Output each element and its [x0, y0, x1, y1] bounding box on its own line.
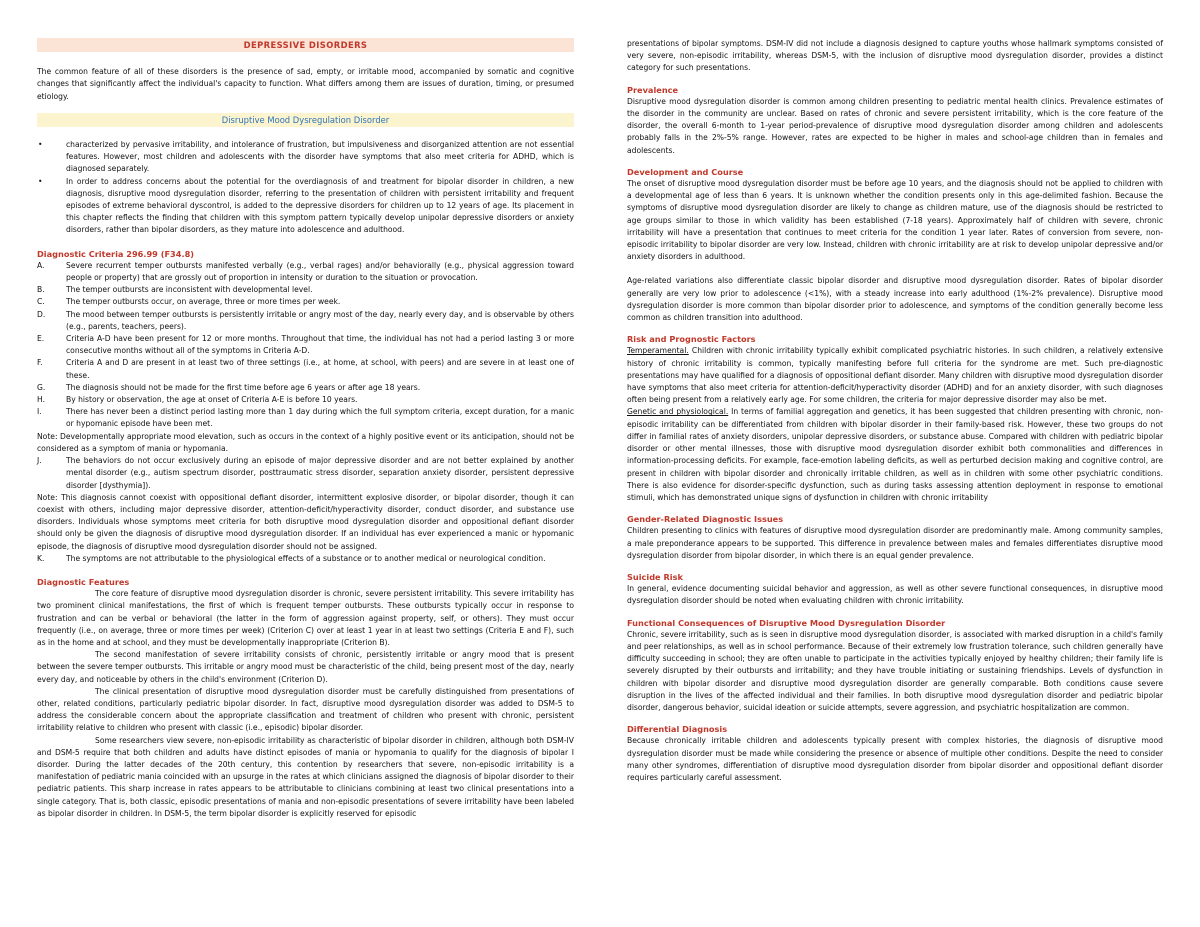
- criteria-heading: Diagnostic Criteria 296.99 (F34.8): [37, 248, 195, 259]
- criterion-item: [37, 260, 574, 284]
- criterion-letter: D.: [37, 309, 46, 319]
- suicide-paragraph: In general, evidence documenting suicidal behavior and aggression, as well as other severe functional consequences, in disruptive mood dysregulation disorder should be noted when evaluating children with chronic irritability.: [627, 584, 1163, 606]
- features-paragraph: The core feature of disruptive mood dysregulation disorder is chronic, severe persistent irritability. This severe irritability has two prominent clinical manifestations, the first of which is frequent temper outbursts. These outbursts typically occur in response to frustration and can be verbal or behavioral (the latter in the form of aggression against property, self, or others). They must occur frequently (i.e., on average, three or more times per week) (Criterion C) over at least 1 year in at least two settings (Criteria E and F), such as in the home and at school, and they must be developmentally inappropriate (Criterion B).: [37, 589, 574, 647]
- features-paragraph: The second manifestation of severe irritability consists of chronic, persistently irritable or angry mood that is present between the severe temper outbursts. This irritable or angry mood must be characteristic of the child, being present most of the day, nearly every day, and noticeable by others in the child's environment (Criterion D).: [37, 650, 574, 684]
- criterion-item: [37, 553, 574, 565]
- development-heading: Development and Course: [627, 166, 744, 177]
- gender-heading: Gender-Related Diagnostic Issues: [627, 514, 784, 525]
- criterion-letter: C.: [37, 297, 45, 307]
- criterion-letter: J.: [37, 456, 42, 466]
- bullet-list: [37, 139, 574, 237]
- criterion-text: The diagnosis should not be made for the first time before age 6 years or after age 18 years.: [66, 382, 421, 392]
- paragraph-gap: [627, 263, 1163, 275]
- risk-heading: Risk and Prognostic Factors: [627, 334, 756, 345]
- criterion-item: [37, 394, 574, 406]
- bullet-item: • In order to address concerns about the potential for the overdiagnosis of and treatment for bipolar disorder in children, a new diagnosis, disruptive mood dysregulation disorder, referring to the presentation of children with persistent irritability and frequent episodes of extreme behavioral dyscontrol, is added to the depressive disorders for children up to 12 years of age. Its placement in this chapter reflects the finding that children with this symptom pattern typically develop unipolar depressive disorders or anxiety disorders, rather than bipolar disorders, as they mature into adolescence and adulthood.: [37, 176, 574, 237]
- criterion-letter: F.: [37, 358, 43, 368]
- genetic-text: In terms of familial aggregation and genetics, it has been suggested that children presenting with chronic, non-episodic irritability can be differentiated from children with bipolar disorder in their family-based risk. However, these two groups do not differ in familial rates of anxiety disorders, unipolar depressive disorders, or substance abuse. Compared with children with pediatric bipolar disorder or other mental illnesses, those with disruptive mood dysregulation disorder exhibit both commonalities and differences in information-processing deficits. For example, face-emotion labeling deficits, as well as perturbed decision making and cognitive control, are present in children with bipolar disorder and chronically irritable children, as well as in children with some other psychiatric conditions. There is also evidence for disorder-specific dysfunction, such as during tasks assessing attention deployment in response to emotional stimuli, which has demonstrated unique signs of dysfunction in children with chronic irritability: [627, 407, 1163, 502]
- suicide-heading: Suicide Risk: [627, 571, 683, 582]
- criterion-item: [37, 382, 574, 394]
- gender-paragraph: Children presenting to clinics with features of disruptive mood dysregulation disorder are predominantly male. Among community samples, a male preponderance appears to be supported. This difference in prevalence between males and females differentiates disruptive mood dysregulation disorder from bipolar disorder, in which there is an equal gender prevalence.: [627, 526, 1163, 560]
- left-column: [37, 38, 574, 820]
- risk-genetic-paragraph: [627, 406, 1163, 504]
- criterion-letter: K.: [37, 553, 45, 563]
- criterion-text: The symptoms are not attributable to the physiological effects of a substance or to another medical or neurological condition.: [66, 553, 546, 563]
- functional-paragraph: Chronic, severe irritability, such as is seen in disruptive mood dysregulation disorder, is associated with marked disruption in a child's family and peer relationships, as well as in school performance. Because of their extremely low frustration tolerance, such children generally have difficulty succeeding in school; they are often unable to participate in the activities typically enjoyed by healthy children; their family life is severely disrupted by their outbursts and irritability; and they have trouble initiating or sustaining friendships. Levels of dysfunction in children with bipolar disorder and disruptive mood dysregulation disorder are generally comparable. Both conditions cause severe disruption in the lives of the affected individual and their families. In both disruptive mood dysregulation disorder and pediatric bipolar disorder, dangerous behavior, suicidal ideation or suicide attempts, severe aggression, and psychiatric hospitalization are common.: [627, 629, 1163, 712]
- genetic-label: Genetic and physiological.: [627, 407, 729, 417]
- differential-heading: Differential Diagnosis: [627, 724, 728, 735]
- features-paragraph: Some researchers view severe, non-episodic irritability as characteristic of bipolar disorder in children, although both DSM-IV and DSM-5 require that both children and adults have distinct episodes of mania or hypomania to qualify for the diagnosis of bipolar I disorder. During the latter decades of the 20th century, this contention by researchers that severe, non-episodic irritability is a manifestation of pediatric mania coincided with an upsurge in the rates at which clinicians assigned the diagnosis of bipolar disorder to their pediatric patients. This sharp increase in rates appears to be attributable to clinicians combining at least two clinical presentations into a single category. That is, both classic, episodic presentations of mania and non-episodic presentations of severe irritability have been labeled as bipolar disorder in children. In DSM-5, the term bipolar disorder is explicitly reserved for episodic: [37, 735, 574, 818]
- chapter-title: DEPRESSIVE DISORDERS: [37, 38, 574, 52]
- prevalence-paragraph: Disruptive mood dysregulation disorder is common among children presenting to pediatric mental health clinics. Prevalence estimates of the disorder in the community are unclear. Based on rates of chronic and severe persistent irritability, which is the core feature of the disorder, the overall 6-month to 1-year period-prevalence of disruptive mood dysregulation disorder among children and adolescents probably falls in the 2%-5% range. However, rates are expected to be higher in males and school-age children than in females and adolescents.: [627, 96, 1163, 155]
- criteria-note: Note: Developmentally appropriate mood elevation, such as occurs in the context of a highly positive event or its anticipation, should not be considered as a symptom of mania or hypomania.: [37, 431, 574, 453]
- criterion-item: [37, 455, 574, 492]
- chapter-intro: The common feature of all of these disorders is the presence of sad, empty, or irritable mood, accompanied by somatic and cognitive changes that significantly affect the individual's capacity to function. What differs among them are issues of duration, timing, or presumed etiology.: [37, 67, 574, 101]
- criterion-text: Criteria A-D have been present for 12 or more months. Throughout that time, the individual has not had a period lasting 3 or more consecutive months without all of the symptoms in Criteria A-D.: [66, 334, 574, 356]
- criteria-list: [37, 260, 574, 431]
- risk-temperamental-paragraph: [627, 345, 1163, 406]
- criterion-letter: B.: [37, 285, 45, 295]
- criterion-item: [37, 309, 574, 333]
- criterion-text: Criteria A and D are present in at least two of three settings (i.e., at home, at school, with peers) and are severe in at least one of these.: [66, 358, 574, 380]
- criterion-item: [37, 296, 574, 308]
- criterion-item: [37, 357, 574, 381]
- criterion-text: The temper outbursts are inconsistent with developmental level.: [66, 285, 313, 295]
- criteria-note: Note: This diagnosis cannot coexist with oppositional defiant disorder, intermittent explosive disorder, or bipolar disorder, though it can coexist with others, including major depressive disorder, attention-deficit/hyperactivity disorder, conduct disorder, and substance use disorders. Individuals whose symptoms meet criteria for both disruptive mood dysregulation disorder and oppositional defiant disorder should only be given the diagnosis of disruptive mood dysregulation disorder. If an individual has ever experienced a manic or hypomanic episode, the diagnosis of disruptive mood dysregulation disorder should not be assigned.: [37, 492, 574, 551]
- development-paragraph: The onset of disruptive mood dysregulation disorder must be before age 10 years, and the diagnosis should not be applied to children with a developmental age of less than 6 years. It is unknown whether the condition presents only in this age-delimited fashion. Because the symptoms of disruptive mood dysregulation disorder are likely to change as children mature, use of the diagnosis should be restricted to age groups similar to those in which validity has been established (7-18 years). Approximately half of children with severe, chronic irritability will have a presentation that continues to meet criteria for the condition 1 year later. Rates of conversion from severe, non-episodic irritability to bipolar disorder are very low. Instead, children with chronic irritability are at risk to develop unipolar depressive and/or anxiety disorders in adulthood.: [627, 179, 1163, 262]
- temperamental-text: Children with chronic irritability typically exhibit complicated psychiatric histories. In such children, a relatively extensive history of chronic irritability is common, typically manifesting before full criteria for the syndrome are met. Such pre-diagnostic presentations may have qualified for a diagnosis of oppositional defiant disorder. Many children with disruptive mood dysregulation disorder have symptoms that also meet criteria for attention-deficit/hyperactivity disorder (ADHD) and for an anxiety disorder, with such diagnoses often being present from a relatively early age. For some children, the criteria for major depressive disorder may also be met.: [627, 346, 1163, 405]
- criterion-text: There has never been a distinct period lasting more than 1 day during which the full symptom criteria, except duration, for a manic or hypomanic episode have been met.: [66, 407, 574, 429]
- features-paragraph: The clinical presentation of disruptive mood dysregulation disorder must be carefully distinguished from presentations of other, related conditions, particularly pediatric bipolar disorder. In fact, disruptive mood dysregulation disorder was added to DSM-5 to address the considerable concern about the appropriate classification and treatment of children who present with chronic, persistent irritability relative to children who present with classic (i.e., episodic) bipolar disorder.: [37, 686, 574, 733]
- section-subtitle: Disruptive Mood Dysregulation Disorder: [37, 113, 574, 127]
- criterion-letter: H.: [37, 395, 45, 405]
- bullet-item: • characterized by pervasive irritability, and intolerance of frustration, but impulsiveness and disorganized attention are not essential features. However, most children and adolescents with the disorder have symptoms that also meet criteria for ADHD, which is diagnosed separately.: [37, 139, 574, 176]
- continuation-paragraph: presentations of bipolar symptoms. DSM-IV did not include a diagnosis designed to capture youths whose hallmark symptoms consisted of very severe, non-episodic irritability, whereas DSM-5, with the inclusion of disruptive mood dysregulation disorder, provides a distinct category for such presentations.: [627, 39, 1163, 73]
- criterion-letter: G.: [37, 382, 46, 392]
- criterion-text: The mood between temper outbursts is persistently irritable or angry most of the day, nearly every day, and is observable by others (e.g., parents, teachers, peers).: [66, 309, 574, 331]
- criterion-item: [37, 284, 574, 296]
- criterion-item: [37, 333, 574, 357]
- criterion-text: By history or observation, the age at onset of Criteria A-E is before 10 years.: [66, 395, 358, 405]
- criterion-text: The temper outbursts occur, on average, three or more times per week.: [66, 297, 341, 307]
- prevalence-heading: Prevalence: [627, 84, 679, 95]
- functional-heading: Functional Consequences of Disruptive Mood Dysregulation Disorder: [627, 617, 946, 628]
- criterion-letter: A.: [37, 260, 45, 270]
- criterion-letter: E.: [37, 334, 45, 344]
- criterion-text: Severe recurrent temper outbursts manifested verbally (e.g., verbal rages) and/or behaviorally (e.g., physical aggression toward people or property) that are grossly out of proportion in intensity or duration to the situation or provocation.: [66, 260, 574, 283]
- right-column: [627, 38, 1163, 784]
- temperamental-label: Temperamental.: [627, 346, 689, 356]
- features-heading: Diagnostic Features: [37, 576, 130, 587]
- criterion-item: [37, 406, 574, 430]
- development-paragraph: Age-related variations also differentiate classic bipolar disorder and disruptive mood dysregulation disorder. Rates of bipolar disorder generally are very low prior to adolescence (<1%), with a steady increase into early adulthood (1%-2% prevalence). Disruptive mood dysregulation disorder is more common than bipolar disorder prior to adolescence, and symptoms of the condition generally become less common as children transition into adulthood.: [627, 276, 1163, 323]
- criterion-letter: I.: [37, 407, 42, 417]
- criterion-text: The behaviors do not occur exclusively during an episode of major depressive disorder and are not better explained by another mental disorder (e.g., autism spectrum disorder, posttraumatic stress disorder, separation anxiety disorder, persistent depressive disorder [dysthymia]).: [66, 456, 574, 490]
- differential-paragraph: Because chronically irritable children and adolescents typically present with complex histories, the diagnosis of disruptive mood dysregulation disorder must be made while considering the presence or absence of multiple other conditions. Despite the need to consider many other syndromes, differentiation of disruptive mood dysregulation disorder from bipolar disorder and oppositional defiant disorder requires particularly careful assessment.: [627, 736, 1163, 782]
